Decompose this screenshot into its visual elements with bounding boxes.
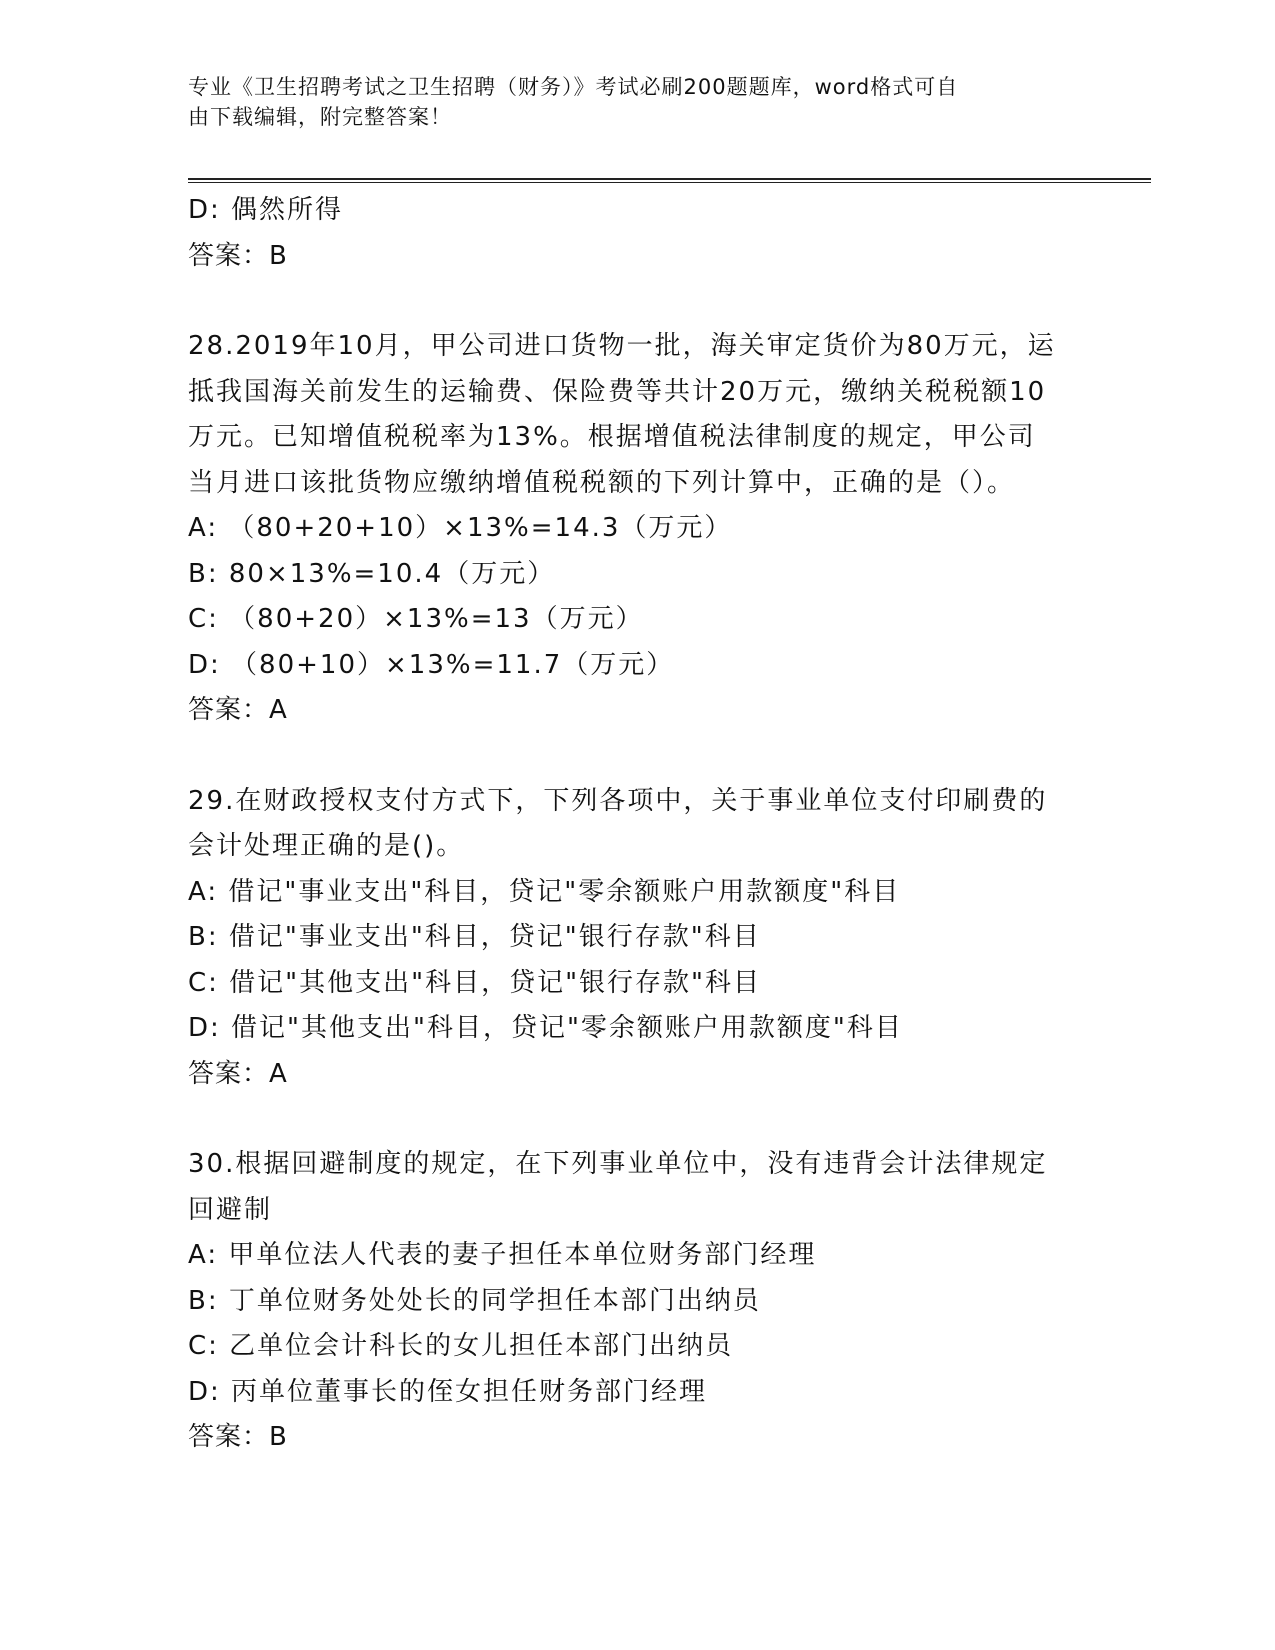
question-stem-line: 会计处理正确的是()。 (188, 831, 465, 861)
option-c: C: 乙单位会计科长的女儿担任本部门出纳员 (188, 1331, 734, 1361)
question-30 (188, 1142, 1088, 1461)
previous-question-tail (188, 188, 1088, 279)
question-28 (188, 324, 1088, 734)
answer-line: 答案：A (188, 1058, 288, 1089)
option-d: D: 偶然所得 (188, 195, 344, 225)
header-divider-thin (188, 182, 1151, 183)
option-b: B: 丁单位财务处处长的同学担任本部门出纳员 (188, 1285, 761, 1316)
option-c: C: （80+20）×13%=13（万元） (188, 604, 644, 634)
option-a: A: 甲单位法人代表的妻子担任本单位财务部门经理 (188, 1240, 817, 1270)
question-stem-line: 当月进口该批货物应缴纳增值税税额的下列计算中，正确的是（）。 (188, 467, 1016, 498)
option-c: C: 借记"其他支出"科目，贷记"银行存款"科目 (188, 967, 762, 998)
option-b: B: 80×13%=10.4（万元） (188, 558, 556, 589)
question-stem-line: 28.2019年10月，甲公司进口货物一批，海关审定货价为80万元，运 (188, 331, 1056, 361)
header-line-2: 由下载编辑，附完整答案！ (188, 105, 452, 129)
document-header (188, 72, 1088, 132)
question-stem-line: 30.根据回避制度的规定，在下列事业单位中，没有违背会计法律规定 (188, 1149, 1048, 1179)
question-29 (188, 779, 1088, 1098)
question-stem-line: 29.在财政授权支付方式下，下列各项中，关于事业单位支付印刷费的 (188, 785, 1048, 816)
answer-line: 答案：B (188, 1422, 288, 1452)
document-body (188, 188, 1088, 1461)
question-stem-line: 回避制 (188, 1194, 273, 1225)
question-stem-line: 万元。已知增值税税率为13%。根据增值税法律制度的规定，甲公司 (188, 422, 1036, 452)
option-d: D: （80+10）×13%=11.7（万元） (188, 649, 675, 680)
option-b: B: 借记"事业支出"科目，贷记"银行存款"科目 (188, 922, 761, 952)
answer-line: 答案：B (188, 240, 288, 271)
option-d: D: 丙单位董事长的侄女担任财务部门经理 (188, 1376, 708, 1407)
header-divider-thick (188, 178, 1151, 180)
header-line-1: 专业《卫生招聘考试之卫生招聘（财务）》考试必刷200题题库，word格式可自 (188, 75, 959, 99)
option-d: D: 借记"其他支出"科目，贷记"零余额账户用款额度"科目 (188, 1013, 903, 1043)
option-a: A: 借记"事业支出"科目，贷记"零余额账户用款额度"科目 (188, 876, 901, 907)
option-a: A: （80+20+10）×13%=14.3（万元） (188, 513, 733, 543)
question-stem-line: 抵我国海关前发生的运输费、保险费等共计20万元，缴纳关税税额10 (188, 376, 1047, 407)
answer-line: 答案：A (188, 695, 288, 725)
